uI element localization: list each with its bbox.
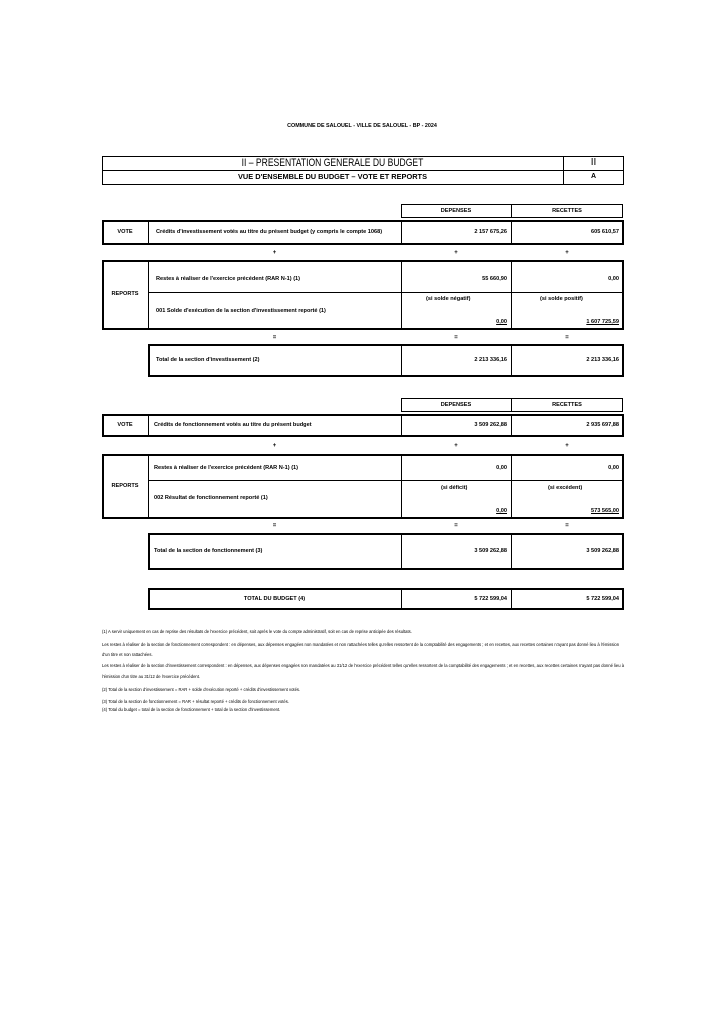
operating-result-expenses-note: (si déficit) bbox=[441, 485, 468, 491]
equals-sign: = bbox=[272, 523, 277, 529]
equals-sign: = bbox=[454, 335, 458, 341]
footnote: (1) A servir uniquement en cas de reprise des résultats de l'exercice précédent, soit après le vote du compte administratif, soit en cas de reprise anticipée des résultats. bbox=[102, 629, 412, 634]
investment-expenses-header: DEPENSES bbox=[440, 208, 472, 214]
investment-balance-expenses-note: (si solde négatif) bbox=[426, 296, 471, 302]
investment-total-revenues: 2 213 336,16 bbox=[586, 357, 619, 363]
operating-revenues-header: RECETTES bbox=[552, 402, 582, 408]
page-subtitle: VUE D'ENSEMBLE DU BUDGET – VOTE ET REPORTS bbox=[237, 172, 427, 181]
investment-vote-description: Crédits d'investissement votés au titre du présent budget (y compris le compte 1068) bbox=[156, 229, 383, 235]
section-letter: A bbox=[590, 173, 597, 180]
plus-sign: + bbox=[565, 250, 569, 256]
budget-total-label: TOTAL DU BUDGET (4) bbox=[243, 596, 306, 602]
operating-rar-revenues: 0,00 bbox=[608, 465, 619, 471]
operating-result-expenses: 0,00 bbox=[496, 508, 507, 514]
investment-vote-expenses: 2 157 675,26 bbox=[474, 229, 507, 235]
plus-sign: + bbox=[272, 250, 277, 256]
section-code: II bbox=[590, 157, 597, 168]
investment-revenues-header: RECETTES bbox=[552, 208, 582, 214]
operating-total-expenses: 3 509 262,88 bbox=[474, 548, 507, 554]
investment-reports-label: REPORTS bbox=[111, 291, 139, 297]
operating-total-revenues: 3 509 262,88 bbox=[586, 548, 619, 554]
budget-total-expenses: 5 722 599,04 bbox=[474, 596, 507, 602]
operating-rar-description: Restes à réaliser de l'exercice précédent (RAR N-1) (1) bbox=[154, 465, 299, 471]
operating-vote-revenues: 2 935 697,88 bbox=[586, 422, 619, 428]
investment-total-label: Total de la section d'investissement (2) bbox=[156, 357, 260, 363]
investment-rar-expenses: 55 660,90 bbox=[482, 276, 507, 282]
operating-reports-label: REPORTS bbox=[111, 483, 139, 489]
plus-sign: + bbox=[565, 443, 569, 449]
equals-sign: = bbox=[454, 523, 458, 529]
operating-result-revenues-note: (si excédent) bbox=[548, 485, 583, 491]
footnote: l'émission d'un titre au 31/12 de l'exercice précédent. bbox=[102, 674, 201, 679]
footnote: d'un titre et non rattachées. bbox=[102, 652, 153, 657]
operating-vote-description: Crédits de fonctionnement votés au titre du présent budget bbox=[154, 422, 312, 428]
investment-balance-revenues: 1 607 725,59 bbox=[586, 319, 619, 325]
investment-balance-description: 001 Solde d'exécution de la section d'investissement reporté (1) bbox=[156, 308, 326, 314]
investment-vote-label: VOTE bbox=[117, 229, 133, 235]
footnote: (2) Total de la section d'investissement = RAR + solde d'exécution reporté + crédits d'investissement votés. bbox=[102, 687, 301, 692]
equals-sign: = bbox=[565, 523, 569, 529]
footnote: (3) Total de la section de fonctionnement = RAR + résultat reporté + crédits de fonctionnement votés. bbox=[102, 699, 289, 704]
footnote: (4) Total du budget = total de la section de fonctionnement + total de la section d'investissement. bbox=[102, 707, 281, 712]
footnote: Les restes à réaliser de la section de fonctionnement correspondent : en dépenses, aux dépenses engagées non mandatées et non rattachées telles qu'elles ressortent de la comptabilité des engagements ; et en recettes, aux recettes certaines n'ayant pas donné lieu à l'émission bbox=[102, 642, 620, 647]
operating-expenses-header: DEPENSES bbox=[440, 402, 472, 408]
operating-vote-expenses: 3 509 262,88 bbox=[474, 422, 507, 428]
investment-rar-description: Restes à réaliser de l'exercice précédent (RAR N-1) (1) bbox=[156, 276, 301, 282]
investment-vote-revenues: 605 610,57 bbox=[591, 229, 619, 235]
plus-sign: + bbox=[272, 443, 277, 449]
operating-rar-expenses: 0,00 bbox=[496, 465, 507, 471]
plus-sign: + bbox=[454, 250, 458, 256]
investment-balance-expenses: 0,00 bbox=[496, 319, 507, 325]
equals-sign: = bbox=[272, 335, 277, 341]
equals-sign: = bbox=[565, 335, 569, 341]
page-title: II – PRESENTATION GENERALE DU BUDGET bbox=[241, 157, 424, 169]
budget-total-revenues: 5 722 599,04 bbox=[586, 596, 619, 602]
investment-total-expenses: 2 213 336,16 bbox=[474, 357, 507, 363]
investment-rar-revenues: 0,00 bbox=[608, 276, 619, 282]
footnote: Les restes à réaliser de la section d'investissement correspondent : en dépenses, aux dépenses engagées non mandatées au 31/12 de l'exercice précédent telles qu'elles ressortent de la comptabilité des engagements ; et en recettes, aux recettes certaines n'ayant pas donné lieu à bbox=[102, 663, 625, 668]
plus-sign: + bbox=[454, 443, 458, 449]
document-header: COMMUNE DE SALOUEL - VILLE DE SALOUEL - BP - 2024 bbox=[287, 123, 437, 129]
operating-total-label: Total de la section de fonctionnement (3) bbox=[154, 548, 263, 554]
operating-vote-label: VOTE bbox=[117, 422, 133, 428]
investment-balance-revenues-note: (si solde positif) bbox=[540, 296, 583, 302]
operating-result-revenues: 573 565,00 bbox=[591, 508, 619, 514]
operating-result-description: 002 Résultat de fonctionnement reporté (1) bbox=[154, 495, 268, 501]
